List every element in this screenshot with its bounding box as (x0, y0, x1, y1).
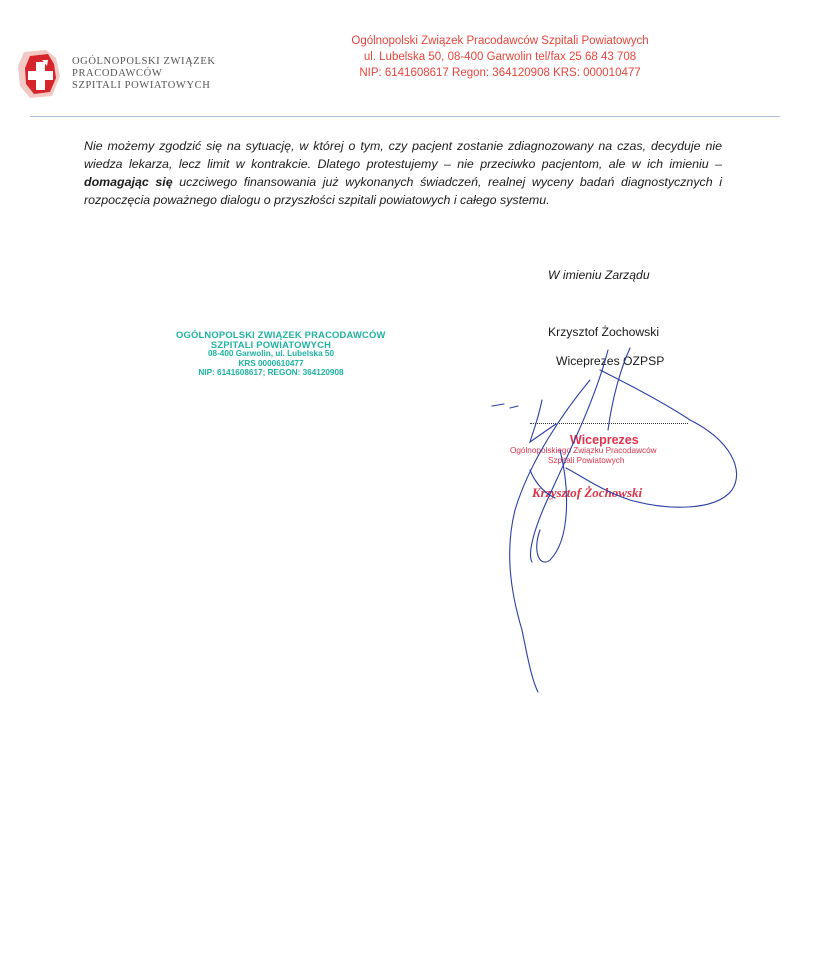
letter-paragraph (84, 137, 722, 209)
letterhead-contact (330, 33, 670, 81)
paragraph-part-1: Nie możemy zgodzić się na sytuację, w której o tym, czy pacjent zostanie zdiagnozowany na czas, decyduje nie wiedza lekarza, lecz limit w kontrakcie. Dlatego protestujemy – nie przeciwko pacjentom, ale w ich imieniu – (84, 139, 722, 171)
paragraph-bold: domagając się (84, 175, 173, 189)
header-divider (30, 116, 780, 117)
name-stamp-line-1: Ogólnopolskiego Związku Pracodawców (510, 446, 657, 455)
logo-line-3: SZPITALI POWIATOWYCH (72, 80, 211, 91)
org-name: Ogólnopolski Związek Pracodawców Szpitali Powiatowych (351, 35, 649, 47)
name-stamp-name: Krzysztof Żochowski (532, 485, 643, 500)
logo-line-1: OGÓLNOPOLSKI ZWIĄZEK (72, 56, 216, 67)
stamp-line-3: 08-400 Garwolin, ul. Lubelska 50 (207, 349, 335, 358)
stamp-line-4: KRS 0000610477 (238, 358, 304, 368)
stamp-line-2: SZPITALI POWIATOWYCH (210, 338, 332, 350)
organization-stamp (176, 329, 386, 378)
logo-wordmark (72, 56, 216, 92)
hospital-cross-logo-icon (16, 48, 64, 100)
signer-role: Wiceprezes OZPSP (556, 354, 665, 368)
logo-line-2: PRACODAWCÓW (72, 68, 163, 79)
handwritten-signature (470, 340, 770, 700)
org-address: ul. Lubelska 50, 08-400 Garwolin tel/fax 25 68 43 708 (363, 51, 637, 63)
signer-name: Krzysztof Żochowski (548, 325, 660, 339)
stamp-line-5: NIP: 6141608617; REGON: 364120908 (198, 368, 344, 377)
paragraph-part-2: uczciwego finansowania już wykonanych świadczeń, realnej wyceny badań diagnostycznych i rozpoczęcia poważnego dialogu o przyszłości szpitali powiatowych i całego systemu. (84, 175, 723, 207)
name-stamp-title: Wiceprezes (570, 433, 639, 447)
name-stamp-line-2: Szpitali Powiatowych (548, 456, 625, 465)
stamp-line-1: OGÓLNOPOLSKI ZWIĄZEK PRACODAWCÓW (176, 329, 386, 340)
org-registry: NIP: 6141608617 Regon: 364120908 KRS: 000010477 (359, 67, 641, 79)
on-behalf-label: W imieniu Zarządu (548, 268, 650, 282)
